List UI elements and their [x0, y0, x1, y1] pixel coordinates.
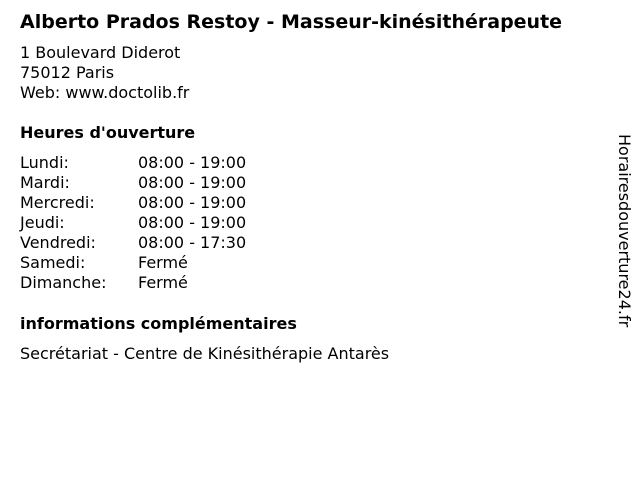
hours-time: 08:00 - 17:30: [138, 233, 247, 252]
page-title: Alberto Prados Restoy - Masseur-kinésithérapeute: [20, 11, 563, 33]
hours-time: 08:00 - 19:00: [138, 173, 247, 192]
hours-day: Jeudi:: [20, 213, 65, 232]
hours-time: 08:00 - 19:00: [138, 213, 247, 232]
address-web: Web: www.doctolib.fr: [20, 83, 190, 102]
hours-time: 08:00 - 19:00: [138, 153, 247, 172]
side-watermark: Horairesdouverture24.fr: [615, 134, 634, 328]
address-city: 75012 Paris: [20, 63, 115, 82]
hours-day: Mardi:: [20, 173, 70, 192]
hours-time: Fermé: [138, 273, 188, 292]
address-street: 1 Boulevard Diderot: [20, 43, 181, 62]
hours-day: Dimanche:: [20, 273, 107, 292]
address-block: [20, 43, 189, 103]
info-text: Secrétariat - Centre de Kinésithérapie Antarès: [20, 344, 390, 363]
hours-time: Fermé: [138, 253, 188, 272]
hours-day: Vendredi:: [20, 233, 96, 252]
hours-day: Samedi:: [20, 253, 86, 272]
hours-heading: Heures d'ouverture: [20, 123, 196, 142]
hours-day: Mercredi:: [20, 193, 95, 212]
info-heading: informations complémentaires: [20, 314, 297, 333]
hours-time: 08:00 - 19:00: [138, 193, 247, 212]
hours-day: Lundi:: [20, 153, 69, 172]
